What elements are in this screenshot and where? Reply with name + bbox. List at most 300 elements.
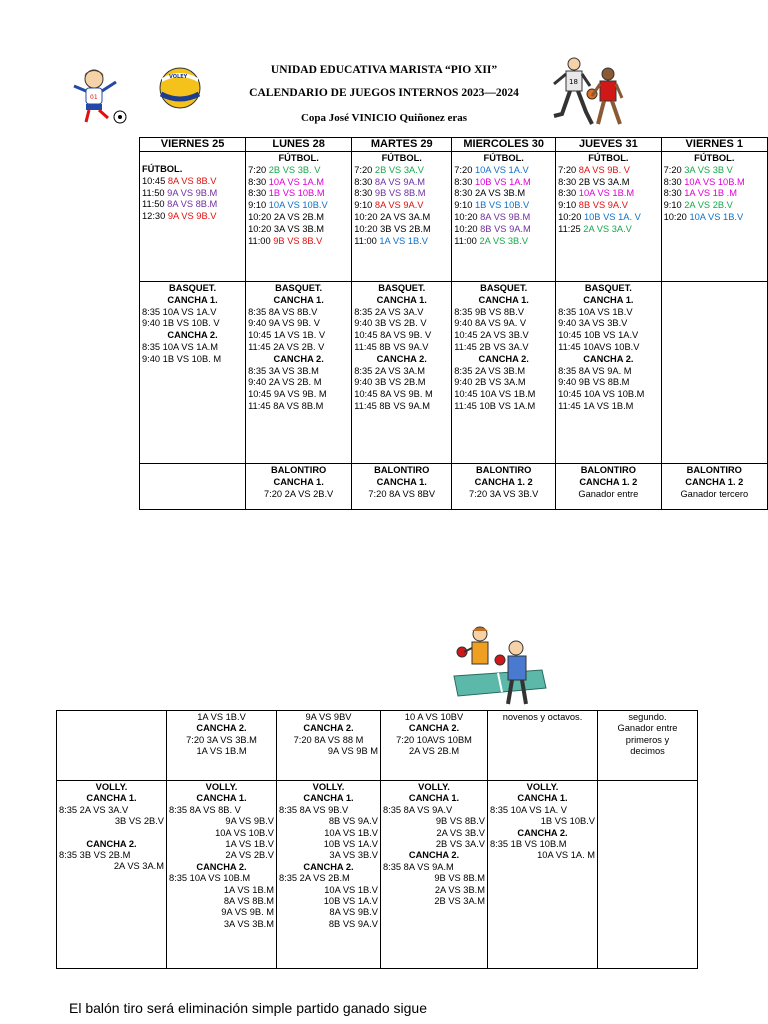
basquet-match: 9:40 2A VS 2B. M xyxy=(248,377,322,388)
volly-match: 8:35 2A VS 3A.V xyxy=(59,804,129,815)
match-teams: 3B VS 2B.M xyxy=(380,223,431,234)
volly-cell xyxy=(488,781,598,969)
futbol-label: FÚTBOL. xyxy=(142,164,183,174)
futbol-match xyxy=(142,188,243,200)
futbol-match xyxy=(142,176,243,188)
cancha-label: CANCHA 2. xyxy=(408,850,460,861)
match-teams: 2B VS 3A.V xyxy=(374,164,425,175)
volly-match: 2A VS 3B.V xyxy=(436,827,485,838)
basquet-match: 9:40 1B VS 10B. V xyxy=(142,318,220,329)
futbol-match xyxy=(354,188,449,200)
basquet-match: 10:45 1A VS 1B. V xyxy=(248,330,326,341)
volly-match: 8B VS 9A.V xyxy=(328,816,378,827)
match-teams: 8B VS 9A.V xyxy=(578,200,628,211)
futbol-cell-viernes1 xyxy=(661,152,767,282)
futbol-match xyxy=(248,236,349,248)
balontiro-note: segundo. xyxy=(628,712,667,722)
basquet-match: 8:35 9B VS 8B.V xyxy=(454,306,525,317)
balontiro-match: 7:20 3A VS 3B.M xyxy=(186,734,257,745)
match-time: 10:20 xyxy=(454,211,481,222)
basquet-label: BASQUET. xyxy=(169,283,217,293)
match-time: 8:30 xyxy=(454,176,475,187)
volly-match: 9A VS 9B. M xyxy=(221,907,274,918)
match-teams: 9B VS 8B.V xyxy=(273,235,323,246)
match-teams: 2A VS 3A.M xyxy=(380,211,431,222)
balontiro-match: 7:20 10AVS 10BM xyxy=(396,734,472,745)
match-time: 10:20 xyxy=(248,223,274,234)
calendar-title: CALENDARIO DE JUEGOS INTERNOS 2023—2024 xyxy=(249,87,519,99)
volly-match: 10A VS 1A. M xyxy=(537,850,595,861)
day-header: VIERNES 25 xyxy=(140,138,246,152)
match-teams: 1A VS 1B .M xyxy=(684,188,737,199)
match-time: 7:20 xyxy=(248,164,269,175)
basquet-match: 10:45 9A VS 9B. M xyxy=(248,389,327,400)
match-time: 9:10 xyxy=(663,200,685,211)
match-teams: 10A VS 1B.M xyxy=(578,188,635,199)
futbol-match xyxy=(248,224,349,236)
match-time: 8:30 xyxy=(558,188,579,199)
volly-match: 9A VS 9B.V xyxy=(225,816,274,827)
match-time: 11:00 xyxy=(354,235,380,246)
basquet-match: 8:35 10A VS 1A.V xyxy=(142,306,217,317)
basquet-match: 10:45 10B VS 1A.V xyxy=(558,330,639,341)
match-time: 7:20 xyxy=(663,164,685,175)
basquet-cell xyxy=(246,282,352,464)
match-teams: 2A VS 3A.V xyxy=(583,223,632,234)
futbol-label: FÚTBOL. xyxy=(694,153,735,163)
balontiro-match: 9A VS 9BV xyxy=(305,712,352,722)
match-teams: 10A VS 1A.M xyxy=(268,176,325,187)
match-time: 8:30 xyxy=(354,176,375,187)
match-time: 11:00 xyxy=(248,235,274,246)
balontiro-label: BALONTIRO xyxy=(374,465,430,475)
cancha-label: CANCHA 1. xyxy=(583,294,634,305)
basquet-match: 9:40 3B VS 2B. V xyxy=(354,318,427,329)
basquet-match: 11:45 10B VS 1A.M xyxy=(454,400,536,411)
match-time: 8:30 xyxy=(248,176,269,187)
futbol-match xyxy=(354,200,449,212)
volly-match: 8:35 8A VS 9B.V xyxy=(279,804,349,815)
volly-match: 2A VS 2B.V xyxy=(225,850,274,861)
basquet-match: 11:45 2B VS 3A.V xyxy=(454,341,529,352)
futbol-match xyxy=(354,177,449,189)
futbol-match xyxy=(354,212,449,224)
match-teams: 8A VS 9B.M xyxy=(480,211,531,222)
match-time: 8:30 xyxy=(454,188,475,199)
basquet-match: 9:40 8A VS 9A. V xyxy=(454,318,527,329)
futbol-match xyxy=(248,165,349,177)
balontiro-note: primeros y xyxy=(625,734,670,745)
basquet-match: 11:45 2A VS 2B. V xyxy=(248,341,325,352)
match-teams: 8A VS 9A.M xyxy=(374,176,426,187)
match-teams: 9B VS 8B.M xyxy=(374,188,426,199)
balontiro-match: Ganador entre xyxy=(578,488,639,499)
volly-match: 8B VS 9A.V xyxy=(328,918,378,929)
match-teams: 10A VS 10B.V xyxy=(268,200,328,211)
basquet-cell xyxy=(140,282,246,464)
futbol-match xyxy=(248,177,349,189)
basquet-match: 10:45 8A VS 9B. V xyxy=(354,330,432,341)
match-time: 8:30 xyxy=(248,188,269,199)
cup-title: Copa José VINICIO Quiñonez eras xyxy=(300,112,468,124)
balontiro-match: 9A VS 9B M xyxy=(327,746,378,757)
day-header: JUEVES 31 xyxy=(556,138,661,152)
volly-match: 8:35 3B VS 2B.M xyxy=(59,850,131,861)
basquet-match: 11:45 8B VS 9A.M xyxy=(354,400,431,411)
volly-cell-empty xyxy=(598,781,698,969)
futbol-match xyxy=(664,165,765,177)
volly-match: 8:35 8A VS 8B. V xyxy=(169,804,241,815)
match-time: 10:20 xyxy=(558,211,584,222)
basquet-match: 8:35 8A VS 9A. M xyxy=(558,365,632,376)
match-teams: 10A VS 10B.M xyxy=(684,176,745,187)
volly-label: VOLLY. xyxy=(95,782,128,792)
futbol-row xyxy=(140,152,768,282)
basquet-match: 9:40 9A VS 9B. V xyxy=(248,318,320,329)
volly-match: 8:35 2A VS 2B.M xyxy=(279,873,350,884)
match-time: 8:30 xyxy=(354,188,375,199)
futbol-match xyxy=(454,236,553,248)
match-time: 8:30 xyxy=(558,176,579,187)
balontiro-cell xyxy=(556,464,661,510)
futbol-label: FÚTBOL. xyxy=(483,153,524,163)
match-time: 7:20 xyxy=(354,164,375,175)
futbol-match xyxy=(248,200,349,212)
basquet-row xyxy=(140,282,768,464)
match-teams: 2A VS 3B.V xyxy=(479,235,529,246)
volly-label: VOLLY. xyxy=(418,782,450,792)
schedule-table-page2 xyxy=(56,710,698,969)
futbol-match xyxy=(142,211,243,223)
volly-cell xyxy=(167,781,277,969)
footer-note: El balón tiro será eliminación simple partido ganado sigue xyxy=(69,1000,427,1016)
match-time: 10:20 xyxy=(663,211,690,222)
basquet-match: 8:35 10A VS 1A.M xyxy=(142,341,218,352)
cancha-label: CANCHA 2. xyxy=(196,861,247,872)
balontiro-match: 7:20 8A VS 8BV xyxy=(368,488,436,499)
basquet-cell xyxy=(452,282,556,464)
volly-label: VOLLY. xyxy=(205,782,238,792)
cancha-label: CANCHA 2. xyxy=(408,723,460,734)
balontiro-cell xyxy=(661,464,767,510)
balontiro-cont-cell xyxy=(167,711,277,781)
basquet-match: 9:40 3A VS 3B.V xyxy=(558,318,628,329)
match-teams: 1A VS 1B.V xyxy=(379,235,428,246)
match-teams: 10A VS 1B.V xyxy=(689,211,744,222)
volly-label: VOLLY. xyxy=(526,782,559,792)
cancha-label: CANCHA 1. 2 xyxy=(579,476,638,487)
match-teams: 9A VS 9B.M xyxy=(167,187,218,198)
volly-match: 1B VS 10B.V xyxy=(540,816,595,827)
basquet-label: BASQUET. xyxy=(584,283,632,293)
days-header-row xyxy=(140,138,768,152)
basquet-match: 10:45 2A VS 3B.V xyxy=(454,330,529,341)
balontiro-cont-cell xyxy=(381,711,488,781)
match-teams: 2B VS 3B. V xyxy=(268,164,321,175)
futbol-match xyxy=(558,212,658,224)
futbol-match xyxy=(454,188,553,200)
futbol-match xyxy=(142,199,243,211)
basquet-match: 8:35 3A VS 3B.M xyxy=(248,365,319,376)
cancha-label: CANCHA 2. xyxy=(196,723,247,734)
balontiro-label: BALONTIRO xyxy=(580,465,636,475)
balontiro-match: Ganador tercero xyxy=(680,488,749,499)
cancha-label: CANCHA 1. xyxy=(273,294,324,305)
match-time: 11:00 xyxy=(454,235,480,246)
balontiro-label: BALONTIRO xyxy=(476,465,532,475)
futbol-match xyxy=(558,200,658,212)
day-header: MIERCOLES 30 xyxy=(452,138,556,152)
balontiro-match: 10 A VS 10BV xyxy=(404,712,464,722)
cancha-label: CANCHA 1. xyxy=(478,294,529,305)
volly-match: 10A VS 1B.V xyxy=(324,827,378,838)
balontiro-cell xyxy=(246,464,352,510)
balontiro-row xyxy=(140,464,768,510)
match-time: 9:10 xyxy=(558,200,579,211)
futbol-match xyxy=(248,212,349,224)
balontiro-cont-cell xyxy=(277,711,381,781)
match-time: 8:30 xyxy=(663,176,685,187)
balontiro-match: 7:20 8A VS 88 M xyxy=(293,734,364,745)
balontiro-cell xyxy=(352,464,452,510)
volly-match: 2B VS 3A.V xyxy=(435,839,485,850)
cancha-label: CANCHA 2. xyxy=(583,353,634,364)
basquet-cell xyxy=(556,282,661,464)
basquet-match: 8:35 2A VS 3A.M xyxy=(354,365,426,376)
futbol-match xyxy=(248,188,349,200)
volly-label: VOLLY. xyxy=(312,782,345,792)
match-time: 11:50 xyxy=(142,187,168,198)
match-time: 10:20 xyxy=(248,211,274,222)
match-teams: 1B VS 10B.V xyxy=(474,200,530,211)
futbol-match xyxy=(454,224,553,236)
match-teams: 2A VS 2B.V xyxy=(684,200,733,211)
cancha-label: CANCHA 2. xyxy=(478,353,529,364)
basquet-match: 9:40 9B VS 8B.M xyxy=(558,377,630,388)
cancha-label: CANCHA 2. xyxy=(303,861,354,872)
volly-match: 8:35 10A VS 10B.M xyxy=(169,873,251,884)
balontiro-match: 1A VS 1B.M xyxy=(196,746,247,757)
cancha-label: CANCHA 1. xyxy=(86,793,137,804)
basquet-match: 8:35 2A VS 3A.V xyxy=(354,306,424,317)
balontiro-note: decimos xyxy=(630,746,665,757)
balontiro-note-cell xyxy=(488,711,598,781)
basquet-cell-empty xyxy=(661,282,767,464)
cancha-label: CANCHA 1. xyxy=(376,476,427,487)
match-teams: 10A VS 1A.V xyxy=(474,164,529,175)
volly-match: 8:35 10A VS 1A. V xyxy=(490,804,568,815)
futbol-match xyxy=(454,165,553,177)
cancha-label: CANCHA 1. 2 xyxy=(685,476,744,487)
match-teams: 8A VS 9B. V xyxy=(578,164,630,175)
futbol-cell-lunes28 xyxy=(246,152,352,282)
match-time: 9:10 xyxy=(354,200,375,211)
futbol-cell-viernes25 xyxy=(140,152,246,282)
balontiro-label: BALONTIRO xyxy=(686,465,742,475)
basquet-match: 11:45 1A VS 1B.M xyxy=(558,400,634,411)
match-time: 7:20 xyxy=(558,164,579,175)
volly-match: 8A VS 8B.M xyxy=(223,896,274,907)
match-teams: 8A VS 8B.M xyxy=(167,199,218,210)
futbol-match xyxy=(558,177,658,189)
balontiro-note: novenos y octavos. xyxy=(502,712,583,722)
basquet-label: BASQUET. xyxy=(378,283,426,293)
empty-cell xyxy=(57,711,167,781)
volly-match: 9B VS 8B.M xyxy=(434,873,485,884)
balontiro-note: Ganador entre xyxy=(617,723,678,734)
futbol-match xyxy=(558,188,658,200)
futbol-match xyxy=(664,188,765,200)
futbol-match xyxy=(664,177,765,189)
cancha-label: CANCHA 2. xyxy=(303,723,354,734)
match-time: 9:10 xyxy=(454,200,475,211)
basquet-match: 8:35 10A VS 1B.V xyxy=(558,306,633,317)
match-teams: 8B VS 9A.M xyxy=(480,223,531,234)
volleyball-logo-text: VOLEY xyxy=(169,74,188,80)
match-teams: 8A VS 8B.V xyxy=(167,175,217,186)
futbol-cell-miercoles30 xyxy=(452,152,556,282)
cancha-label: CANCHA 1. xyxy=(408,793,460,804)
cancha-label: CANCHA 1. 2 xyxy=(474,476,533,487)
futbol-label: FÚTBOL. xyxy=(588,153,629,163)
basquet-match: 9:40 3B VS 2B.M xyxy=(354,377,426,388)
match-time: 10:45 xyxy=(142,175,168,186)
volly-match: 3A VS 3B.M xyxy=(223,918,274,929)
day-header: VIERNES 1 xyxy=(661,138,767,152)
basquet-label: BASQUET. xyxy=(275,283,323,293)
match-time: 9:10 xyxy=(248,200,269,211)
match-teams: 8A VS 9A.V xyxy=(374,200,424,211)
cancha-label: CANCHA 1. xyxy=(303,793,354,804)
basquet-match: 8:35 2A VS 3B.M xyxy=(454,365,526,376)
match-time: 12:30 xyxy=(142,211,168,222)
basquet-label: BASQUET. xyxy=(480,283,528,293)
cancha-label: CANCHA 1. xyxy=(517,793,568,804)
match-time: 11:25 xyxy=(558,223,584,234)
match-time: 10:20 xyxy=(354,223,381,234)
balontiro-note-cell xyxy=(598,711,698,781)
futbol-match xyxy=(354,236,449,248)
match-teams: 2A VS 3B.M xyxy=(474,188,526,199)
futbol-match xyxy=(354,165,449,177)
basquet-match: 11:45 10AVS 10B.V xyxy=(558,341,640,352)
svg-text:18: 18 xyxy=(569,78,578,86)
match-teams: 3A VS 3B V xyxy=(684,164,733,175)
volly-match: 9B VS 8B.V xyxy=(435,816,485,827)
volly-cell xyxy=(381,781,488,969)
cancha-label: CANCHA 2. xyxy=(273,353,324,364)
basquet-match: 11:45 8B VS 9A.V xyxy=(354,341,429,352)
balontiro-match: 7:20 3A VS 3B.V xyxy=(469,488,539,499)
svg-text:01: 01 xyxy=(90,94,98,101)
cancha-label: CANCHA 1. xyxy=(273,476,324,487)
cancha-label: CANCHA 1. xyxy=(196,793,247,804)
match-time: 8:30 xyxy=(663,188,685,199)
volly-match: 3A VS 3B.V xyxy=(329,850,378,861)
balontiro-match: 2A VS 2B.M xyxy=(408,746,460,757)
volly-match: 10A VS 1B.V xyxy=(324,884,378,895)
basquet-cell xyxy=(352,282,452,464)
volly-match: 3B VS 2B.V xyxy=(114,816,164,827)
volly-match: 2B VS 3A.M xyxy=(434,896,485,907)
match-time: 7:20 xyxy=(454,164,475,175)
futbol-match xyxy=(664,200,765,212)
day-header: LUNES 28 xyxy=(246,138,352,152)
futbol-match xyxy=(354,224,449,236)
match-time: 10:20 xyxy=(454,223,481,234)
volly-match: 10B VS 1A.V xyxy=(323,896,378,907)
volly-match: 2A VS 3B.M xyxy=(434,884,485,895)
ping-pong-players-icon xyxy=(446,624,548,708)
basquet-match: 10:45 10A VS 1B.M xyxy=(454,389,536,400)
match-time: 10:20 xyxy=(354,211,381,222)
balontiro-cell xyxy=(452,464,556,510)
futbol-label: FÚTBOL. xyxy=(381,153,422,163)
cancha-label: CANCHA 1. xyxy=(376,294,427,305)
basquet-match: 9:40 2B VS 3A.M xyxy=(454,377,526,388)
futbol-match xyxy=(664,212,765,224)
futbol-cell-martes29 xyxy=(352,152,452,282)
volly-match: 2A VS 3A.M xyxy=(113,861,164,872)
volly-match: 1A VS 1B.V xyxy=(225,839,274,850)
match-teams: 2B VS 3A.M xyxy=(578,176,630,187)
volly-row xyxy=(57,781,698,969)
basquet-match: 11:45 8A VS 8B.M xyxy=(248,400,324,411)
cancha-label: CANCHA 2. xyxy=(517,827,568,838)
futbol-match xyxy=(454,177,553,189)
balontiro-match: 7:20 2A VS 2B.V xyxy=(264,488,334,499)
schedule-table-page1 xyxy=(139,137,768,510)
match-teams: 2A VS 2B.M xyxy=(273,211,325,222)
volly-cell xyxy=(57,781,167,969)
match-teams: 1B VS 10B.M xyxy=(268,188,325,199)
futbol-label: FÚTBOL. xyxy=(278,153,319,163)
balontiro-match: 1A VS 1B.V xyxy=(197,712,246,722)
futbol-match xyxy=(558,224,658,236)
cancha-label: CANCHA 2. xyxy=(86,838,137,849)
volly-match: 8A VS 9B.V xyxy=(329,907,378,918)
match-teams: 3A VS 3B.M xyxy=(273,223,325,234)
futbol-match xyxy=(454,200,553,212)
volly-cell xyxy=(277,781,381,969)
volly-match: 10A VS 10B.V xyxy=(215,827,274,838)
volly-match: 1A VS 1B.M xyxy=(223,884,274,895)
match-teams: 10B VS 1A. V xyxy=(583,211,641,222)
basquet-match: 10:45 8A VS 9B. M xyxy=(354,389,433,400)
school-title: UNIDAD EDUCATIVA MARISTA “PIO XII” xyxy=(270,64,498,76)
balontiro-cell-empty xyxy=(140,464,246,510)
match-teams: 9A VS 9B.V xyxy=(167,211,217,222)
futbol-cell-jueves31 xyxy=(556,152,661,282)
basquet-match: 10:45 10A VS 10B.M xyxy=(558,389,645,400)
basquet-match: 9:40 1B VS 10B. M xyxy=(142,353,222,364)
futbol-match xyxy=(558,165,658,177)
volly-match: 10B VS 1A.V xyxy=(323,839,378,850)
cancha-label: CANCHA 2. xyxy=(376,353,427,364)
cancha-label: CANCHA 1. xyxy=(167,294,218,305)
day-header: MARTES 29 xyxy=(352,138,452,152)
futbol-match xyxy=(454,212,553,224)
cancha-label: CANCHA 2. xyxy=(167,330,218,341)
volly-match: 8:35 8A VS 9A.M xyxy=(383,861,454,872)
balontiro-label: BALONTIRO xyxy=(271,465,327,475)
volly-match: 8:35 8A VS 9A.V xyxy=(383,804,453,815)
basquet-match: 8:35 8A VS 8B.V xyxy=(248,306,318,317)
match-time: 11:50 xyxy=(142,199,168,210)
volly-match: 8:35 1B VS 10B.M xyxy=(490,839,567,850)
page2-row1 xyxy=(57,711,698,781)
match-teams: 10B VS 1A.M xyxy=(474,176,531,187)
